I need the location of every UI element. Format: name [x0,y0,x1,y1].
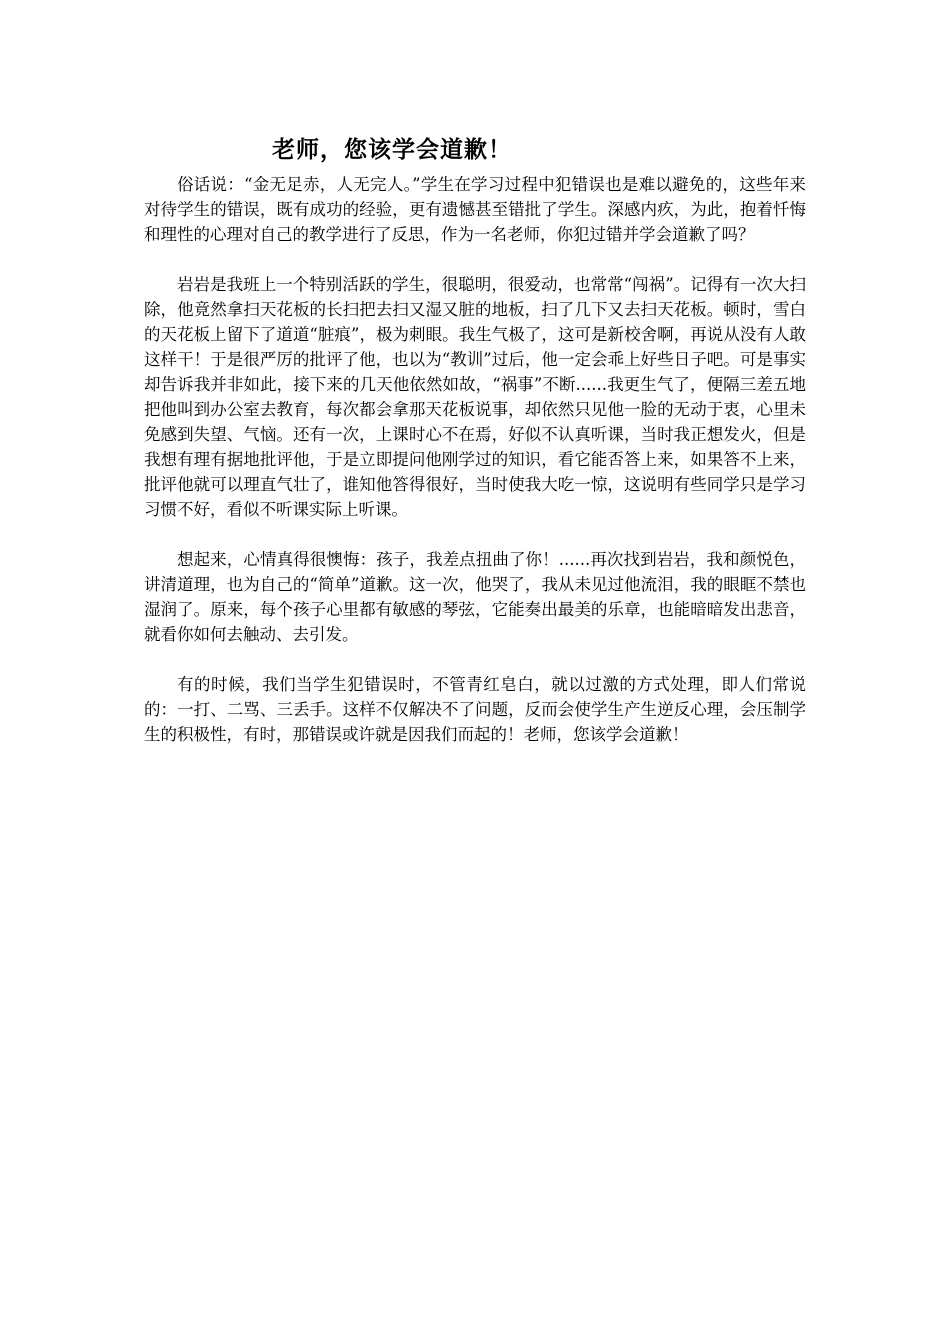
paragraph-reflection: 想起来，心情真得很懊悔：孩子，我差点扭曲了你！......再次找到岩岩，我和颜悦色，讲清道理，也为自己的“简单”道歉。这一次，他哭了，我从未见过他流泪，我的眼眶不禁也湿润了。原来，每个孩子心里都有敏感的琴弦，它能奏出最美的乐章，也能暗暗发出悲音，就看你如何去触动、去引发。 [144,550,806,644]
paragraph-spacer [144,247,806,272]
paragraph-spacer [144,522,806,547]
paragraph-story: 岩岩是我班上一个特别活跃的学生，很聪明，很爱动，也常常“闯祸”。记得有一次大扫除，他竟然拿扫天花板的长扫把去扫又湿又脏的地板，扫了几下又去扫天花板。顿时，雪白的天花板上留下了道道“脏痕”，极为刺眼。我生气极了，这可是新校舍啊，再说从没有人敢这样干！于是很严厉的批评了他，也以为“教训”过后，他一定会乖上好些日子吧。可是事实却告诉我并非如此，接下来的几天他依然如故，“祸事”不断......我更生气了，便隔三差五地把他叫到办公室去教育，每次都会拿那天花板说事，却依然只见他一脸的无动于衷，心里未免感到失望、气恼。还有一次，上课时心不在焉，好似不认真听课，当时我正想发火，但是我想有理有据地批评他，于是立即提问他刚学过的知识，看它能否答上来，如果答不上来，批评他就可以理直气壮了，谁知他答得很好，当时使我大吃一惊，这说明有些同学只是学习习惯不好，看似不听课实际上听课。 [144,275,806,519]
document-title: 老师，您该学会道歉！ [272,137,512,163]
paragraph-intro: 俗话说：“金无足赤，人无完人。”学生在学习过程中犯错误也是难以避免的，这些年来对待学生的错误，既有成功的经验，更有遗憾甚至错批了学生。深感内疚，为此，抱着忏悔和理性的心理对自己的教学进行了反思，作为一名老师，你犯过错并学会道歉了吗？ [144,175,806,244]
paragraph-spacer [144,647,806,672]
paragraph-conclusion: 有的时候，我们当学生犯错误时，不管青红皂白，就以过激的方式处理，即人们常说的：一打、二骂、三丢手。这样不仅解决不了问题，反而会使学生产生逆反心理，会压制学生的积极性，有时，那错误或许就是因我们而起的！老师，您该学会道歉！ [144,675,806,744]
document-body [144,172,806,747]
